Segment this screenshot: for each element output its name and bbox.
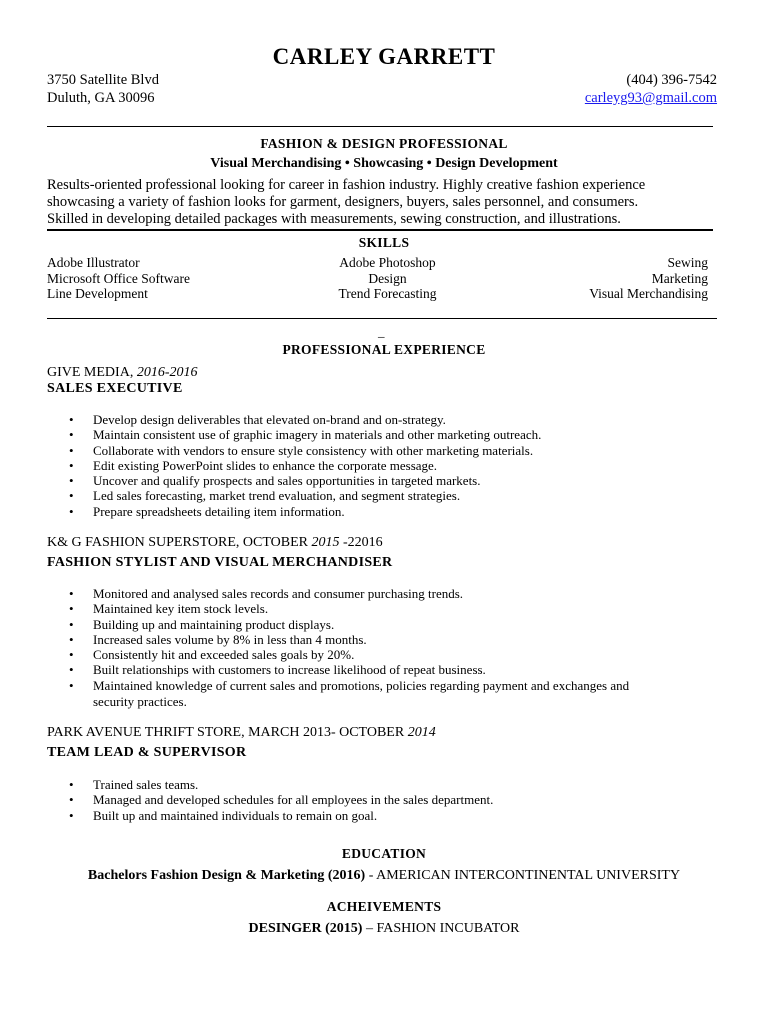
job-dates: 2016-2016: [136, 365, 198, 380]
list-item: • Built up and maintained individuals to remain on goal.: [47, 808, 493, 823]
list-item: • Increased sales volume by 8% in less than 4 months.: [47, 632, 629, 647]
achievements-heading: ACHEIVEMENTS: [326, 899, 442, 914]
experience-divider: [47, 318, 717, 319]
job-company: K& G FASHION SUPERSTORE, OCTOBER: [47, 535, 312, 550]
list-item: • Edit existing PowerPoint slides to enhance the corporate message.: [47, 458, 541, 473]
list-item: • Monitored and analysed sales records and consumer purchasing trends.: [47, 586, 629, 601]
summary-line: Results-oriented professional looking for career in fashion industry. Highly creative fashion experience: [47, 177, 646, 193]
skills-heading: SKILLS: [358, 235, 410, 250]
job-duties-list: [47, 586, 629, 693]
header-divider: [47, 126, 713, 127]
address-block: [47, 71, 159, 107]
skill-item: Microsoft Office Software: [47, 270, 190, 286]
skills-column-2: [300, 255, 475, 302]
job-role: SALES EXECUTIVE: [47, 381, 183, 396]
job-dates-suffix: -22016: [339, 535, 383, 550]
job-company-line: [47, 365, 198, 381]
job-dates: 2015: [311, 535, 340, 550]
list-item: • Prepare spreadsheets detailing item information.: [47, 504, 541, 519]
achievement-entry: [0, 921, 768, 937]
job-duties-list: [47, 777, 493, 823]
list-item: • Maintained knowledge of current sales and promotions, policies regarding payment and exchanges and: [47, 678, 629, 693]
profile-title: FASHION & DESIGN PROFESSIONAL: [260, 136, 508, 151]
list-item: • Consistently hit and exceeded sales goals by 20%.: [47, 647, 629, 662]
education-school: - AMERICAN INTERCONTINENTAL UNIVERSITY: [365, 868, 681, 883]
skill-item: Adobe Illustrator: [47, 255, 140, 270]
resume-name: CARLEY GARRETT: [272, 44, 496, 69]
list-item: • Develop design deliverables that elevated on-brand and on-strategy.: [47, 412, 541, 427]
list-item: • Led sales forecasting, market trend evaluation, and segment strategies.: [47, 488, 541, 503]
skill-item: Adobe Photoshop: [339, 255, 436, 270]
list-item: • Maintained key item stock levels.: [47, 601, 629, 616]
stray-underscore: _: [378, 324, 385, 339]
list-item: • Trained sales teams.: [47, 777, 493, 792]
experience-heading: PROFESSIONAL EXPERIENCE: [282, 342, 486, 357]
phone-number: (404) 396-7542: [626, 72, 717, 88]
job-company-line: [47, 535, 383, 551]
job-duties-list: [47, 412, 541, 519]
job-role: TEAM LEAD & SUPERVISOR: [47, 745, 247, 760]
list-item: • Managed and developed schedules for all employees in the sales department.: [47, 792, 493, 807]
skills-column-1: [47, 255, 190, 302]
job-company-line: [47, 725, 436, 741]
job-company: PARK AVENUE THRIFT STORE, MARCH 2013- OCTOBER: [47, 725, 408, 740]
profile-specialties: Visual Merchandising • Showcasing • Design Development: [210, 156, 558, 171]
summary-line: Skilled in developing detailed packages with measurements, sewing construction, and illustrations.: [47, 211, 621, 227]
summary-line: showcasing a variety of fashion looks for garment, designers, buyers, sales personnel, and consumers.: [47, 194, 639, 210]
skill-item: Design: [368, 270, 407, 286]
list-item: • Uncover and qualify prospects and sales opportunities in targeted markets.: [47, 473, 541, 488]
list-item-continuation: security practices.: [93, 694, 187, 709]
email-link[interactable]: carleyg93@gmail.com: [584, 90, 717, 106]
skill-item: Line Development: [47, 286, 148, 301]
achievement-org: – FASHION INCUBATOR: [362, 921, 520, 936]
list-item: • Built relationships with customers to increase likelihood of repeat business.: [47, 662, 629, 677]
skills-column-3: [589, 255, 708, 302]
job-dates: 2014: [407, 725, 436, 740]
education-entry: [0, 868, 768, 884]
skill-item: Sewing: [667, 255, 708, 270]
education-degree: Bachelors Fashion Design & Marketing (2016): [87, 868, 366, 883]
contact-block: [585, 71, 717, 107]
skill-item: Marketing: [651, 270, 708, 286]
list-item: • Collaborate with vendors to ensure style consistency with other marketing materials.: [47, 443, 541, 458]
skills-divider: [47, 229, 713, 231]
address-line-1: 3750 Satellite Blvd: [47, 72, 159, 88]
achievement-title: DESINGER (2015): [248, 921, 363, 936]
education-heading: EDUCATION: [341, 846, 427, 861]
skill-item: Visual Merchandising: [589, 286, 708, 301]
profile-summary: [47, 177, 727, 228]
list-item: • Maintain consistent use of graphic imagery in materials and other marketing outreach.: [47, 427, 541, 442]
address-line-2: Duluth, GA 30096: [47, 90, 155, 106]
list-item: • Building up and maintaining product displays.: [47, 617, 629, 632]
job-company: GIVE MEDIA,: [47, 365, 137, 380]
job-role: FASHION STYLIST AND VISUAL MERCHANDISER: [47, 555, 393, 570]
skill-item: Trend Forecasting: [338, 286, 437, 301]
